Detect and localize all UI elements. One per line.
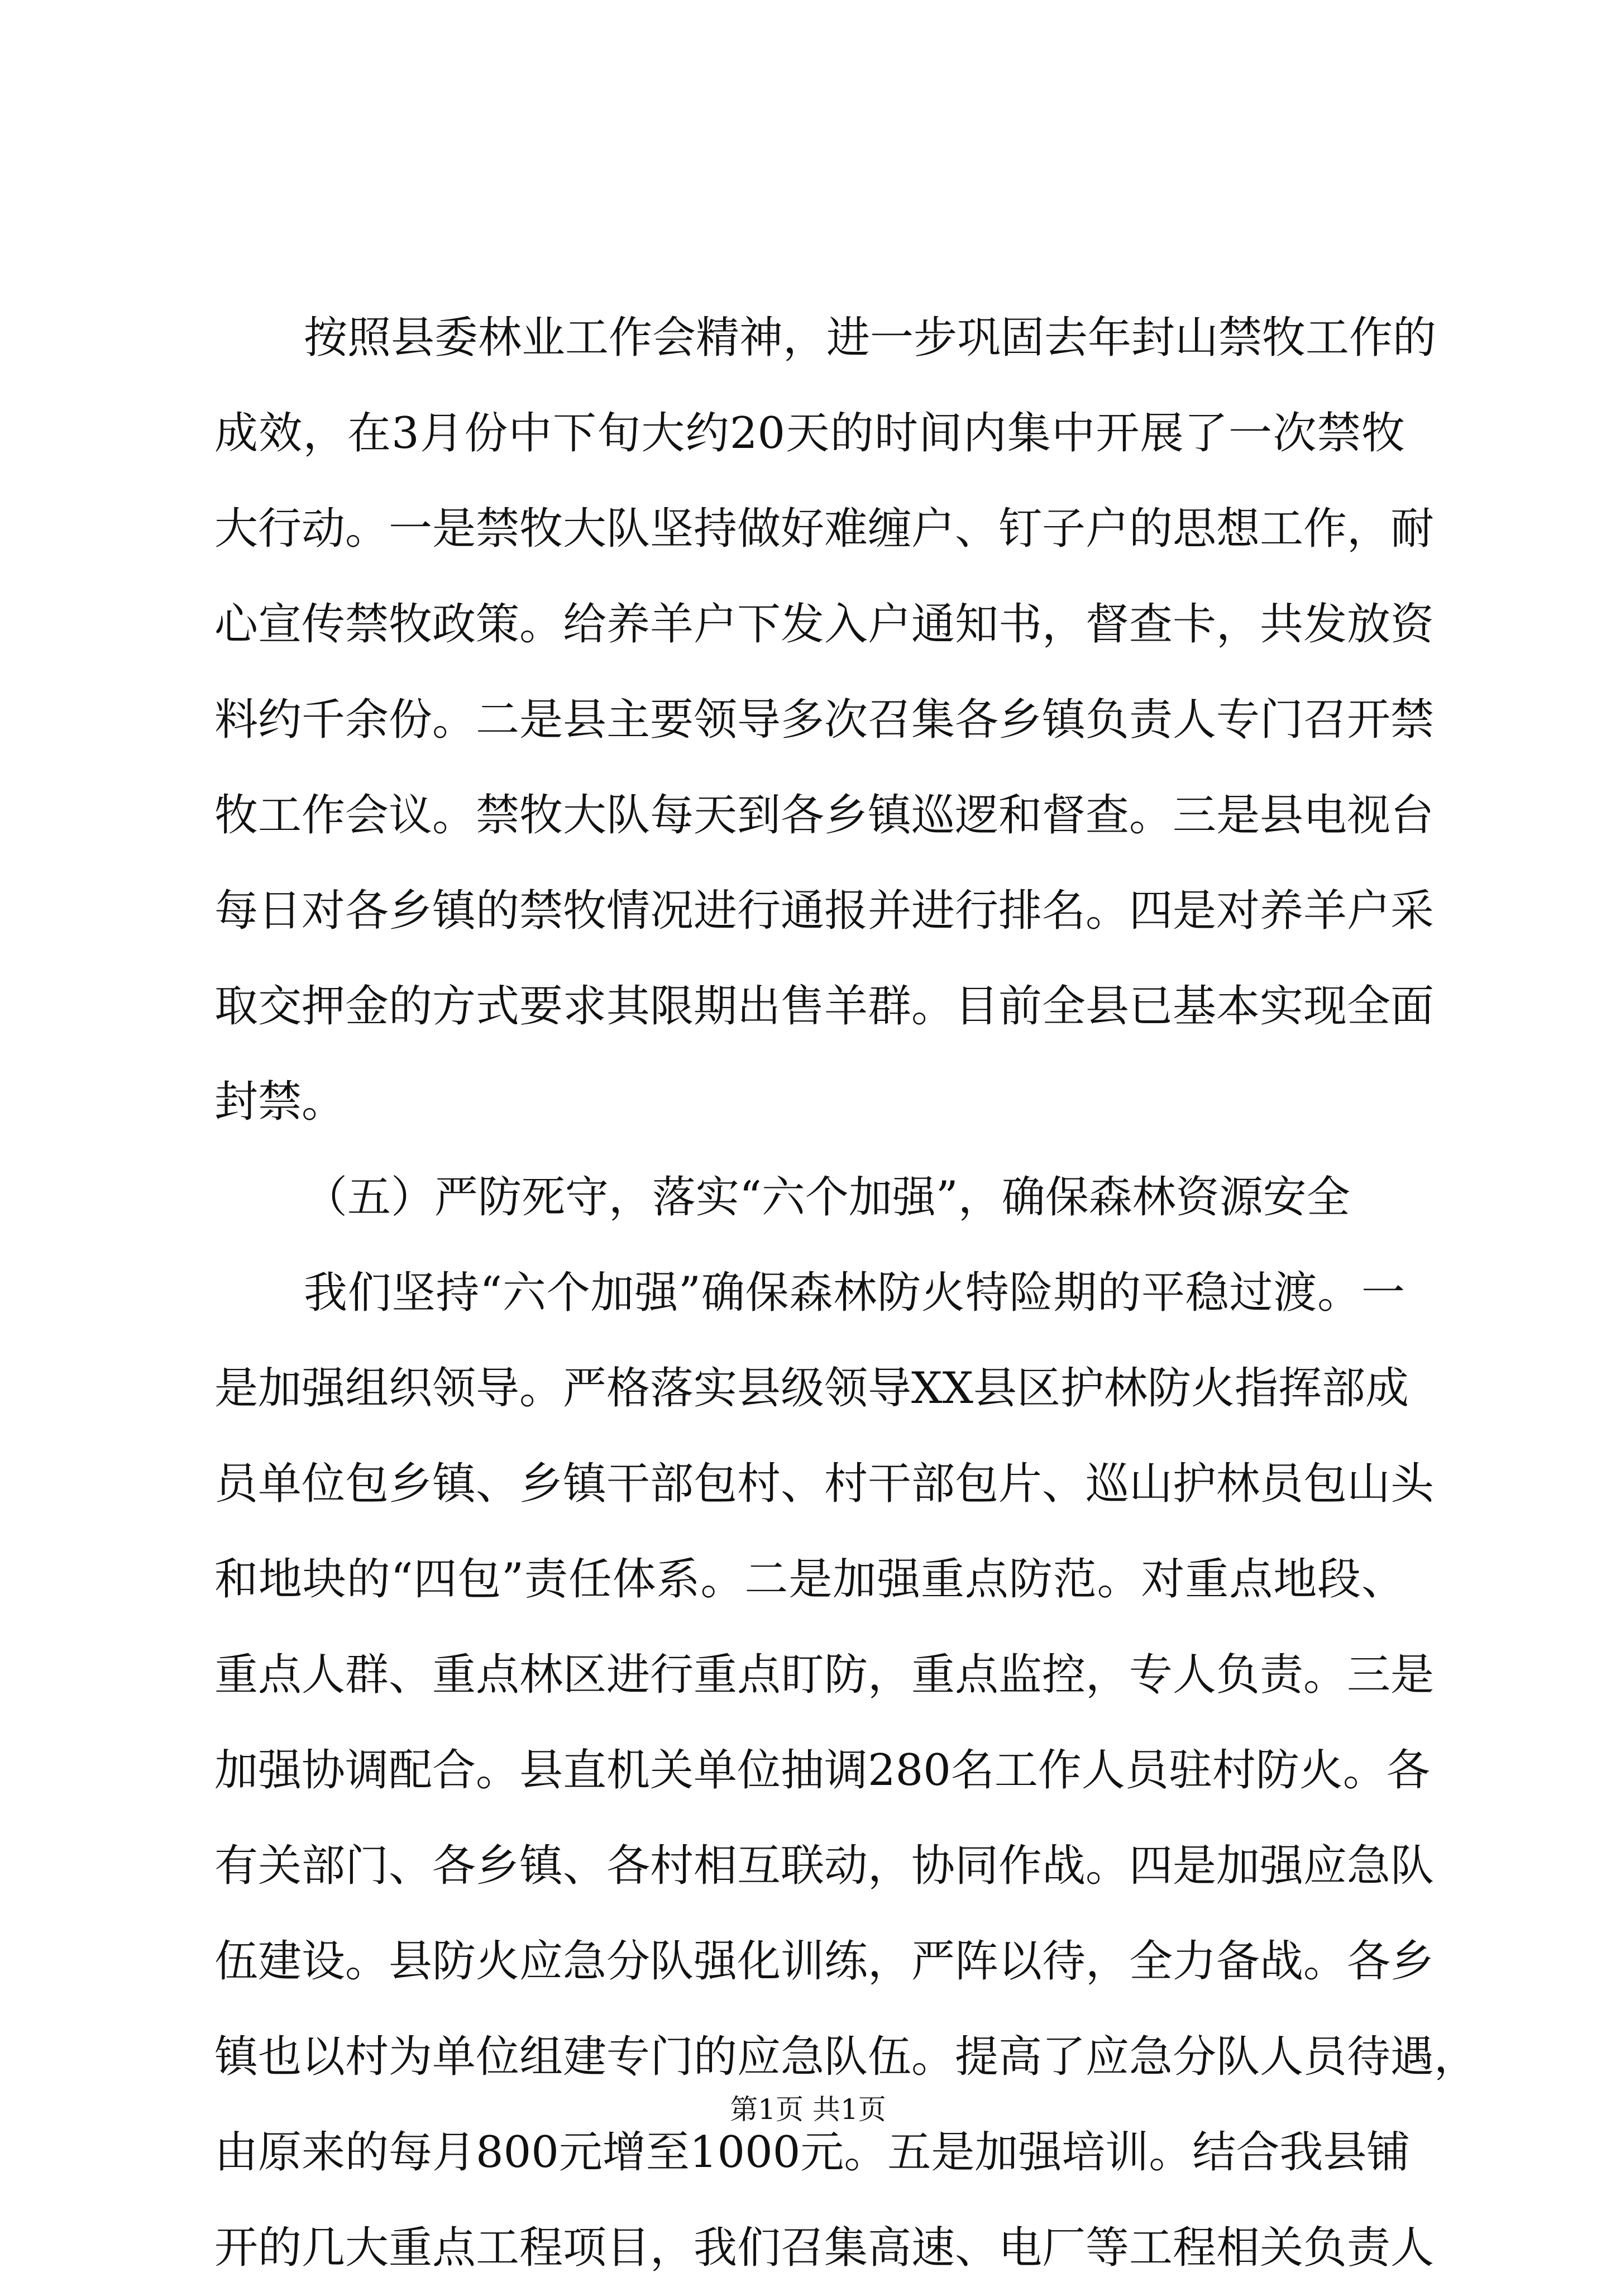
document-body — [214, 290, 1478, 2296]
paragraph-line: 伍建设。县防火应急分队强化训练，严阵以待，全力备战。各乡 — [214, 1936, 1435, 1987]
paragraph-line: 加强协调配合。县直机关单位抽调280名工作人员驻村防火。各 — [214, 1745, 1430, 1796]
section-heading: （五）严防死守，落实“六个加强”，确保森林资源安全 — [304, 1172, 1350, 1223]
paragraph-line: 料约千余份。二是县主要领导多次召集各乡镇负责人专门召开禁 — [214, 695, 1435, 745]
paragraph-line: 员单位包乡镇、乡镇干部包村、村干部包片、巡山护林员包山头 — [214, 1459, 1435, 1509]
paragraph-line: 是加强组织领导。严格落实县级领导XX县区护林防火指挥部成 — [214, 1363, 1409, 1414]
paragraph-line: 镇也以村为单位组建专门的应急队伍。提高了应急分队人员待遇， — [214, 2032, 1478, 2082]
paragraph-line: 重点人群、重点林区进行重点盯防，重点监控，专人负责。三是 — [214, 1650, 1435, 1700]
paragraph-line: 和地块的“四包”责任体系。二是加强重点防范。对重点地段、 — [214, 1554, 1405, 1605]
paragraph-line: 开的几大重点工程项目，我们召集高速、电厂等工程相关负责人 — [214, 2223, 1435, 2273]
paragraph-line: 我们坚持“六个加强”确保森林防火特险期的平稳过渡。一 — [304, 1268, 1405, 1318]
page-footer: 第1页 共1页 — [730, 2093, 886, 2126]
paragraph-line: 每日对各乡镇的禁牧情况进行通报并进行排名。四是对养羊户采 — [214, 886, 1435, 936]
paragraph-line: 牧工作会议。禁牧大队每天到各乡镇巡逻和督查。三是县电视台 — [214, 790, 1435, 841]
paragraph-line: 有关部门、各乡镇、各村相互联动，协同作战。四是加强应急队 — [214, 1841, 1435, 1891]
paragraph-line: 成效，在3月份中下旬大约20天的时间内集中开展了一次禁牧 — [214, 408, 1405, 459]
paragraph-line: 按照县委林业工作会精神，进一步巩固去年封山禁牧工作的 — [304, 313, 1437, 363]
paragraph-line: 取交押金的方式要求其限期出售羊群。目前全县已基本实现全面 — [214, 981, 1435, 1032]
paragraph-line: 由原来的每月800元增至1000元。五是加强培训。结合我县铺 — [214, 2127, 1411, 2178]
paragraph-line: 心宣传禁牧政策。给养羊户下发入户通知书，督查卡，共发放资 — [214, 599, 1435, 650]
paragraph-line: 封禁。 — [214, 1077, 346, 1127]
paragraph-line: 大行动。一是禁牧大队坚持做好难缠户、钉子户的思想工作，耐 — [214, 504, 1435, 554]
